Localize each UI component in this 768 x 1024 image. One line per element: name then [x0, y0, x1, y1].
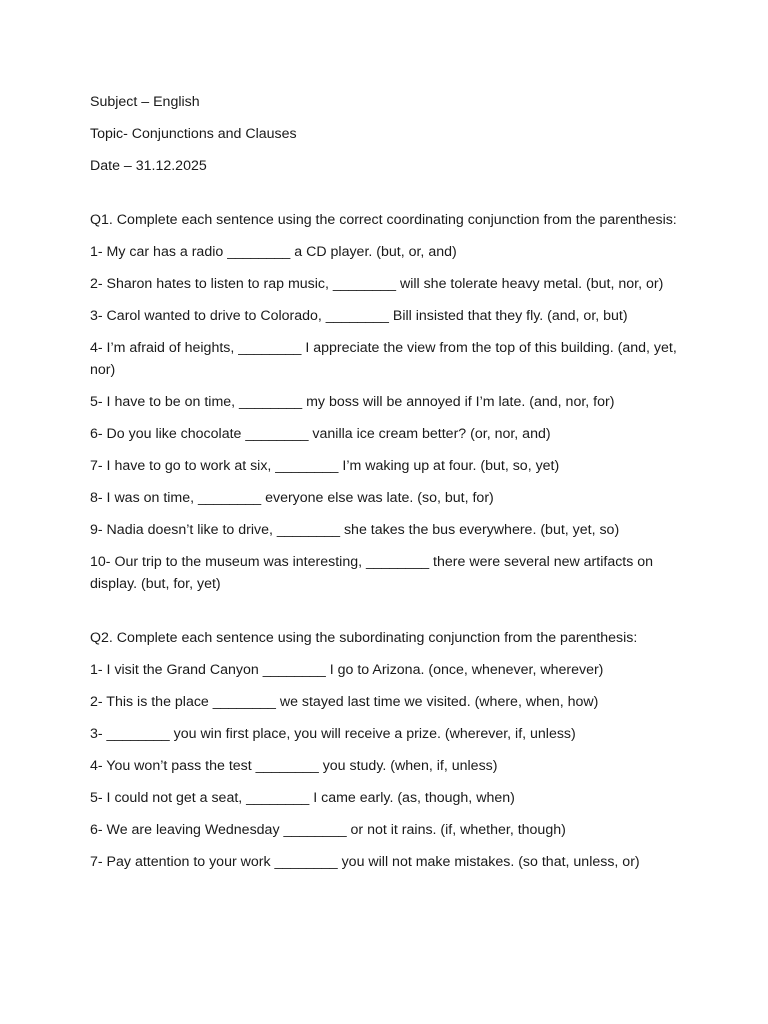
q2-item-4: 4- You won’t pass the test ________ you study. (when, if, unless) — [90, 758, 498, 774]
topic-line: Topic- Conjunctions and Clauses — [90, 126, 297, 142]
q1-item-4: 4- I’m afraid of heights, ________ I appreciate the view from the top of this building. (and, yet, nor) — [90, 340, 677, 378]
q1-item-8: 8- I was on time, ________ everyone else was late. (so, but, for) — [90, 490, 494, 506]
q2-item-3: 3- ________ you win first place, you will receive a prize. (wherever, if, unless) — [90, 726, 576, 742]
question-2-heading: Q2. Complete each sentence using the subordinating conjunction from the parenthesis: — [90, 630, 638, 646]
q1-item-6: 6- Do you like chocolate ________ vanilla ice cream better? (or, nor, and) — [90, 426, 551, 442]
q2-item-6: 6- We are leaving Wednesday ________ or not it rains. (if, whether, though) — [90, 822, 566, 838]
date-line: Date – 31.12.2025 — [90, 158, 207, 174]
spacer — [90, 595, 690, 627]
q2-item-1: 1- I visit the Grand Canyon ________ I go to Arizona. (once, whenever, wherever) — [90, 662, 604, 678]
question-1-heading: Q1. Complete each sentence using the correct coordinating conjunction from the parenthesis: — [90, 212, 677, 228]
q1-item-7: 7- I have to go to work at six, ________ I’m waking up at four. (but, so, yet) — [90, 458, 560, 474]
question-1-section — [90, 209, 690, 595]
q2-item-2: 2- This is the place ________ we stayed last time we visited. (where, when, how) — [90, 694, 599, 710]
q1-item-2: 2- Sharon hates to listen to rap music, ________ will she tolerate heavy metal. (but, nor, or) — [90, 276, 664, 292]
spacer — [90, 177, 690, 209]
q2-item-5: 5- I could not get a seat, ________ I came early. (as, though, when) — [90, 790, 515, 806]
q1-item-5: 5- I have to be on time, ________ my boss will be annoyed if I’m late. (and, nor, for) — [90, 394, 615, 410]
question-2-section — [90, 627, 690, 873]
q1-item-9: 9- Nadia doesn’t like to drive, ________ she takes the bus everywhere. (but, yet, so) — [90, 522, 620, 538]
q1-item-10: 10- Our trip to the museum was interesting, ________ there were several new artifacts on display. (but, for, yet) — [90, 554, 654, 592]
subject-line: Subject – English — [90, 94, 200, 110]
worksheet-page — [90, 91, 690, 873]
q2-item-7: 7- Pay attention to your work ________ you will not make mistakes. (so that, unless, or) — [90, 854, 640, 870]
q1-item-1: 1- My car has a radio ________ a CD player. (but, or, and) — [90, 244, 457, 260]
q1-item-3: 3- Carol wanted to drive to Colorado, ________ Bill insisted that they fly. (and, or, but) — [90, 308, 628, 324]
